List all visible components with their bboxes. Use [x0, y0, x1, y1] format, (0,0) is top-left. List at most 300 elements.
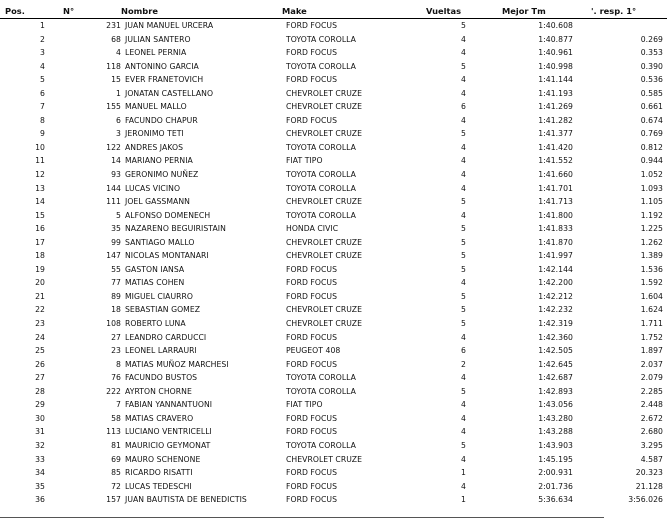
row-pos: 4 — [40, 61, 45, 71]
table-row — [0, 154, 667, 168]
row-make: FORD FOCUS — [286, 427, 338, 437]
row-pos: 13 — [35, 183, 45, 193]
table-row — [0, 73, 667, 87]
row-laps: 5 — [461, 237, 466, 247]
row-number: 3 — [116, 129, 121, 139]
row-make: TOYOTA COROLLA — [286, 386, 356, 396]
row-gap: 21.128 — [635, 481, 663, 491]
row-pos: 22 — [35, 305, 45, 315]
row-pos: 32 — [35, 440, 45, 450]
row-make: TOYOTA COROLLA — [286, 183, 356, 193]
row-best-time: 1:42.893 — [538, 386, 573, 396]
row-make: CHEVROLET CRUZE — [286, 88, 363, 98]
row-best-time: 1:42.144 — [538, 264, 573, 274]
row-gap: 0.674 — [640, 115, 663, 125]
row-name: MAURICIO GEYMONAT — [125, 440, 211, 450]
row-best-time: 1:41.833 — [538, 224, 573, 234]
row-laps: 5 — [461, 129, 466, 139]
row-pos: 24 — [35, 332, 45, 342]
row-laps: 4 — [461, 48, 466, 58]
row-pos: 19 — [35, 264, 45, 274]
row-number: 144 — [106, 183, 121, 193]
row-laps: 5 — [461, 197, 466, 207]
row-make: TOYOTA COROLLA — [286, 210, 356, 220]
row-make: FORD FOCUS — [286, 21, 338, 30]
row-gap: 0.353 — [640, 48, 663, 58]
row-number: 118 — [106, 61, 121, 71]
row-make: CHEVROLET CRUZE — [286, 251, 363, 261]
header-gap: '. resp. 1° — [591, 6, 637, 16]
row-name: SEBASTIAN GOMEZ — [125, 305, 201, 315]
row-laps: 4 — [461, 400, 466, 410]
row-gap: 0.661 — [640, 102, 663, 112]
row-best-time: 1:42.319 — [538, 319, 573, 329]
row-best-time: 1:41.144 — [538, 75, 573, 85]
row-name: JOEL GASSMANN — [125, 197, 190, 207]
row-gap: 2.448 — [640, 400, 663, 410]
row-name: NAZARENO BEGUIRISTAIN — [125, 224, 226, 234]
row-make: CHEVROLET CRUZE — [286, 319, 363, 329]
table-row — [0, 425, 667, 439]
row-best-time: 1:40.877 — [538, 34, 573, 44]
row-laps: 4 — [461, 34, 466, 44]
row-make: FORD FOCUS — [286, 48, 338, 58]
row-laps: 4 — [461, 75, 466, 85]
row-pos: 35 — [35, 481, 45, 491]
row-pos: 23 — [35, 319, 45, 329]
row-number: 27 — [111, 332, 121, 342]
row-number: 35 — [111, 224, 121, 234]
row-pos: 36 — [35, 495, 45, 505]
row-pos: 10 — [35, 142, 45, 152]
table-row — [0, 46, 667, 60]
row-gap: 2.672 — [640, 413, 663, 423]
row-gap: 2.285 — [640, 386, 663, 396]
row-name: LEONEL LARRAURI — [125, 346, 197, 356]
table-row — [0, 331, 667, 345]
row-best-time: 5:36.634 — [538, 495, 573, 505]
row-laps: 5 — [461, 61, 466, 71]
row-gap: 1.592 — [640, 278, 663, 288]
row-gap: 0.536 — [640, 75, 663, 85]
row-name: NICOLAS MONTANARI — [125, 251, 209, 261]
table-row — [0, 276, 667, 290]
table-row — [0, 33, 667, 47]
row-pos: 29 — [35, 400, 45, 410]
row-gap: 1.262 — [640, 237, 663, 247]
row-name: AYRTON CHORNE — [125, 386, 192, 396]
row-number: 6 — [116, 115, 121, 125]
row-laps: 4 — [461, 210, 466, 220]
row-make: FORD FOCUS — [286, 481, 338, 491]
row-best-time: 1:43.903 — [538, 440, 573, 450]
row-laps: 4 — [461, 88, 466, 98]
row-laps: 5 — [461, 264, 466, 274]
row-gap: 1.093 — [640, 183, 663, 193]
row-gap: 1.624 — [640, 305, 663, 315]
row-number: 18 — [111, 305, 121, 315]
row-gap: 20.323 — [635, 468, 663, 478]
table-row — [0, 114, 667, 128]
row-laps: 5 — [461, 319, 466, 329]
row-pos: 26 — [35, 359, 45, 369]
row-best-time: 1:41.552 — [538, 156, 573, 166]
row-name: JUAN BAUTISTA DE BENEDICTIS — [125, 495, 247, 505]
table-row — [0, 127, 667, 141]
row-gap: 1.192 — [640, 210, 663, 220]
row-pos: 17 — [35, 237, 45, 247]
row-number: 222 — [106, 386, 121, 396]
row-number: 1 — [116, 88, 121, 98]
row-best-time: 2:00.931 — [538, 468, 573, 478]
table-row — [0, 209, 667, 223]
row-best-time: 1:42.645 — [538, 359, 573, 369]
table-row — [0, 466, 667, 480]
row-make: FORD FOCUS — [286, 495, 338, 505]
row-make: HONDA CIVIC — [286, 224, 339, 234]
table-row — [0, 222, 667, 236]
row-laps: 4 — [461, 142, 466, 152]
row-pos: 28 — [35, 386, 45, 396]
row-make: CHEVROLET CRUZE — [286, 305, 363, 315]
row-name: EVER FRANETOVICH — [125, 75, 204, 85]
row-gap: 2.680 — [640, 427, 663, 437]
table-row — [0, 358, 667, 372]
row-best-time: 1:43.288 — [538, 427, 573, 437]
row-best-time: 1:42.200 — [538, 278, 573, 288]
table-row — [0, 439, 667, 453]
row-gap: 1.225 — [640, 224, 663, 234]
row-laps: 2 — [461, 359, 466, 369]
row-name: MATIAS CRAVERO — [125, 413, 194, 423]
row-pos: 12 — [35, 170, 45, 180]
table-row — [0, 453, 667, 467]
row-number: 5 — [116, 210, 121, 220]
row-best-time: 1:45.195 — [538, 454, 573, 464]
row-number: 99 — [111, 237, 121, 247]
table-row — [0, 19, 667, 33]
row-pos: 20 — [35, 278, 45, 288]
table-row — [0, 182, 667, 196]
row-make: FORD FOCUS — [286, 359, 338, 369]
row-best-time: 1:40.608 — [538, 21, 573, 30]
row-laps: 4 — [461, 115, 466, 125]
table-row — [0, 168, 667, 182]
row-name: MATIAS MUÑOZ MARCHESI — [125, 359, 229, 369]
row-number: 108 — [106, 319, 121, 329]
row-gap: 1.536 — [640, 264, 663, 274]
header-pos: Pos. — [5, 6, 25, 16]
row-best-time: 1:41.420 — [538, 142, 573, 152]
row-name: RICARDO RISATTI — [125, 468, 193, 478]
row-gap: 4.587 — [640, 454, 663, 464]
table-row — [0, 493, 667, 507]
row-gap: 0.269 — [640, 34, 663, 44]
row-gap: 2.079 — [640, 373, 663, 383]
table-row — [0, 385, 667, 399]
row-name: MARIANO PERNIA — [125, 156, 193, 166]
header-name: Nombre — [121, 6, 158, 16]
header-row — [0, 4, 667, 19]
row-make: CHEVROLET CRUZE — [286, 197, 363, 207]
row-make: FORD FOCUS — [286, 413, 338, 423]
row-make: FORD FOCUS — [286, 264, 338, 274]
row-best-time: 1:41.282 — [538, 115, 573, 125]
row-laps: 4 — [461, 454, 466, 464]
row-laps: 4 — [461, 156, 466, 166]
table-row — [0, 317, 667, 331]
row-best-time: 1:42.212 — [538, 291, 573, 301]
row-name: LEONEL PERNIA — [125, 48, 187, 58]
row-laps: 4 — [461, 170, 466, 180]
row-best-time: 1:42.505 — [538, 346, 573, 356]
row-gap: 0.944 — [640, 156, 663, 166]
row-gap: 1.389 — [640, 251, 663, 261]
row-make: FORD FOCUS — [286, 332, 338, 342]
row-best-time: 2:01.736 — [538, 481, 573, 491]
row-number: 68 — [111, 34, 121, 44]
row-name: SANTIAGO MALLO — [125, 237, 195, 247]
table-row — [0, 371, 667, 385]
row-gap: 2.037 — [640, 359, 663, 369]
row-name: LEANDRO CARDUCCI — [125, 332, 207, 342]
row-pos: 16 — [35, 224, 45, 234]
row-laps: 4 — [461, 481, 466, 491]
table-row — [0, 236, 667, 250]
row-name: ANTONINO GARCIA — [125, 61, 199, 71]
row-name: LUCAS VICINO — [125, 183, 181, 193]
header-number: N° — [63, 6, 75, 16]
row-name: GERONIMO NUÑEZ — [125, 170, 199, 180]
row-gap: 0.585 — [640, 88, 663, 98]
row-number: 8 — [116, 359, 121, 369]
row-pos: 21 — [35, 291, 45, 301]
table-row — [0, 60, 667, 74]
row-number: 76 — [111, 373, 121, 383]
row-name: LUCIANO VENTRICELLI — [125, 427, 212, 437]
row-best-time: 1:40.961 — [538, 48, 573, 58]
row-pos: 25 — [35, 346, 45, 356]
table-row — [0, 398, 667, 412]
row-name: FABIAN YANNANTUONI — [125, 400, 213, 410]
row-best-time: 1:41.800 — [538, 210, 573, 220]
row-make: TOYOTA COROLLA — [286, 34, 356, 44]
row-number: 81 — [111, 440, 121, 450]
row-pos: 18 — [35, 251, 45, 261]
table-row — [0, 303, 667, 317]
row-number: 77 — [111, 278, 121, 288]
row-name: FACUNDO CHAPUR — [125, 115, 198, 125]
row-number: 15 — [111, 75, 121, 85]
row-pos: 6 — [40, 88, 45, 98]
row-make: TOYOTA COROLLA — [286, 61, 356, 71]
row-laps: 4 — [461, 413, 466, 423]
row-best-time: 1:41.713 — [538, 197, 573, 207]
row-make: TOYOTA COROLLA — [286, 440, 356, 450]
row-laps: 5 — [461, 21, 466, 30]
row-pos: 9 — [40, 129, 45, 139]
row-number: 157 — [106, 495, 121, 505]
row-number: 55 — [111, 264, 121, 274]
table-row — [0, 344, 667, 358]
row-make: PEUGEOT 408 — [286, 346, 341, 356]
row-best-time: 1:41.269 — [538, 102, 573, 112]
row-laps: 4 — [461, 278, 466, 288]
row-gap: 0.390 — [640, 61, 663, 71]
row-name: JERONIMO TETI — [125, 129, 184, 139]
table-row — [0, 141, 667, 155]
row-number: 147 — [106, 251, 121, 261]
row-best-time: 1:40.998 — [538, 61, 573, 71]
row-name: JUAN MANUEL URCERA — [125, 21, 214, 30]
row-gap: 1.105 — [640, 197, 663, 207]
row-number: 69 — [111, 454, 121, 464]
row-name: MIGUEL CIAURRO — [125, 291, 194, 301]
row-number: 58 — [111, 413, 121, 423]
table-row — [0, 195, 667, 209]
row-make: TOYOTA COROLLA — [286, 373, 356, 383]
row-pos: 8 — [40, 115, 45, 125]
row-number: 113 — [106, 427, 121, 437]
row-laps: 4 — [461, 183, 466, 193]
row-name: ANDRES JAKOS — [125, 142, 183, 152]
row-best-time: 1:41.870 — [538, 237, 573, 247]
row-laps: 1 — [461, 468, 466, 478]
row-make: FIAT TIPO — [286, 156, 323, 166]
row-laps: 1 — [461, 495, 466, 505]
row-gap: 0.769 — [640, 129, 663, 139]
header-best-time: Mejor Tm — [502, 6, 546, 16]
row-laps: 4 — [461, 332, 466, 342]
row-best-time: 1:41.701 — [538, 183, 573, 193]
row-best-time: 1:42.360 — [538, 332, 573, 342]
row-laps: 5 — [461, 440, 466, 450]
header-make: Make — [282, 6, 307, 16]
row-laps: 6 — [461, 102, 466, 112]
results-table — [0, 4, 667, 507]
row-name: JULIAN SANTERO — [125, 34, 191, 44]
row-number: 111 — [106, 197, 121, 207]
row-laps: 5 — [461, 305, 466, 315]
row-gap: 1.897 — [640, 346, 663, 356]
row-make: FORD FOCUS — [286, 291, 338, 301]
row-best-time: 1:41.997 — [538, 251, 573, 261]
row-make: CHEVROLET CRUZE — [286, 237, 363, 247]
row-pos: 33 — [35, 454, 45, 464]
row-pos: 15 — [35, 210, 45, 220]
row-name: GASTON IANSA — [125, 264, 185, 274]
row-best-time: 1:43.280 — [538, 413, 573, 423]
row-name: JONATAN CASTELLANO — [125, 88, 214, 98]
row-pos: 14 — [35, 197, 45, 207]
row-make: CHEVROLET CRUZE — [286, 454, 363, 464]
row-gap: 3:56.026 — [628, 495, 663, 505]
row-gap: 1.752 — [640, 332, 663, 342]
row-laps: 4 — [461, 373, 466, 383]
table-row — [0, 100, 667, 114]
row-number: 23 — [111, 346, 121, 356]
row-number: 14 — [111, 156, 121, 166]
row-best-time: 1:41.377 — [538, 129, 573, 139]
table-row — [0, 412, 667, 426]
row-make: TOYOTA COROLLA — [286, 142, 356, 152]
row-best-time: 1:42.687 — [538, 373, 573, 383]
row-best-time: 1:41.193 — [538, 88, 573, 98]
row-gap: 3.295 — [640, 440, 663, 450]
row-make: FIAT TIPO — [286, 400, 323, 410]
row-number: 89 — [111, 291, 121, 301]
row-pos: 5 — [40, 75, 45, 85]
row-pos: 34 — [35, 468, 45, 478]
row-pos: 27 — [35, 373, 45, 383]
row-make: FORD FOCUS — [286, 468, 338, 478]
row-name: LUCAS TEDESCHI — [125, 481, 192, 491]
row-laps: 4 — [461, 427, 466, 437]
row-laps: 5 — [461, 251, 466, 261]
row-best-time: 1:43.056 — [538, 400, 573, 410]
row-number: 122 — [106, 142, 121, 152]
row-best-time: 1:42.232 — [538, 305, 573, 315]
row-number: 7 — [116, 400, 121, 410]
row-gap: 0.812 — [640, 142, 663, 152]
row-name: ROBERTO LUNA — [125, 319, 186, 329]
row-pos: 11 — [35, 156, 45, 166]
row-pos: 7 — [40, 102, 45, 112]
row-name: ALFONSO DOMENECH — [125, 210, 211, 220]
table-row — [0, 263, 667, 277]
row-number: 85 — [111, 468, 121, 478]
row-pos: 2 — [40, 34, 45, 44]
table-row — [0, 87, 667, 101]
row-pos: 1 — [40, 21, 45, 30]
row-laps: 5 — [461, 291, 466, 301]
row-number: 93 — [111, 170, 121, 180]
table-row — [0, 480, 667, 494]
row-make: FORD FOCUS — [286, 278, 338, 288]
row-number: 155 — [106, 102, 121, 112]
table-row — [0, 290, 667, 304]
row-number: 4 — [116, 48, 121, 58]
header-laps: Vueltas — [426, 6, 462, 16]
table-body — [0, 19, 667, 507]
row-make: CHEVROLET CRUZE — [286, 102, 363, 112]
row-make: FORD FOCUS — [286, 75, 338, 85]
row-make: FORD FOCUS — [286, 115, 338, 125]
row-make: TOYOTA COROLLA — [286, 170, 356, 180]
row-pos: 30 — [35, 413, 45, 423]
row-gap: 1.052 — [640, 170, 663, 180]
row-laps: 5 — [461, 386, 466, 396]
row-name: MANUEL MALLO — [125, 102, 187, 112]
table-row — [0, 249, 667, 263]
row-gap — [573, 19, 667, 33]
row-pos: 31 — [35, 427, 45, 437]
table-header — [0, 4, 667, 19]
bottom-divider — [0, 517, 604, 518]
row-name: FACUNDO BUSTOS — [125, 373, 198, 383]
row-number: 231 — [106, 21, 121, 30]
row-name: MAURO SCHENONE — [125, 454, 201, 464]
row-laps: 5 — [461, 224, 466, 234]
row-gap: 1.604 — [640, 291, 663, 301]
row-laps: 6 — [461, 346, 466, 356]
row-name: MATIAS COHEN — [125, 278, 185, 288]
row-gap: 1.711 — [640, 319, 663, 329]
row-best-time: 1:41.660 — [538, 170, 573, 180]
row-make: CHEVROLET CRUZE — [286, 129, 363, 139]
row-pos: 3 — [40, 48, 45, 58]
row-number: 72 — [111, 481, 121, 491]
